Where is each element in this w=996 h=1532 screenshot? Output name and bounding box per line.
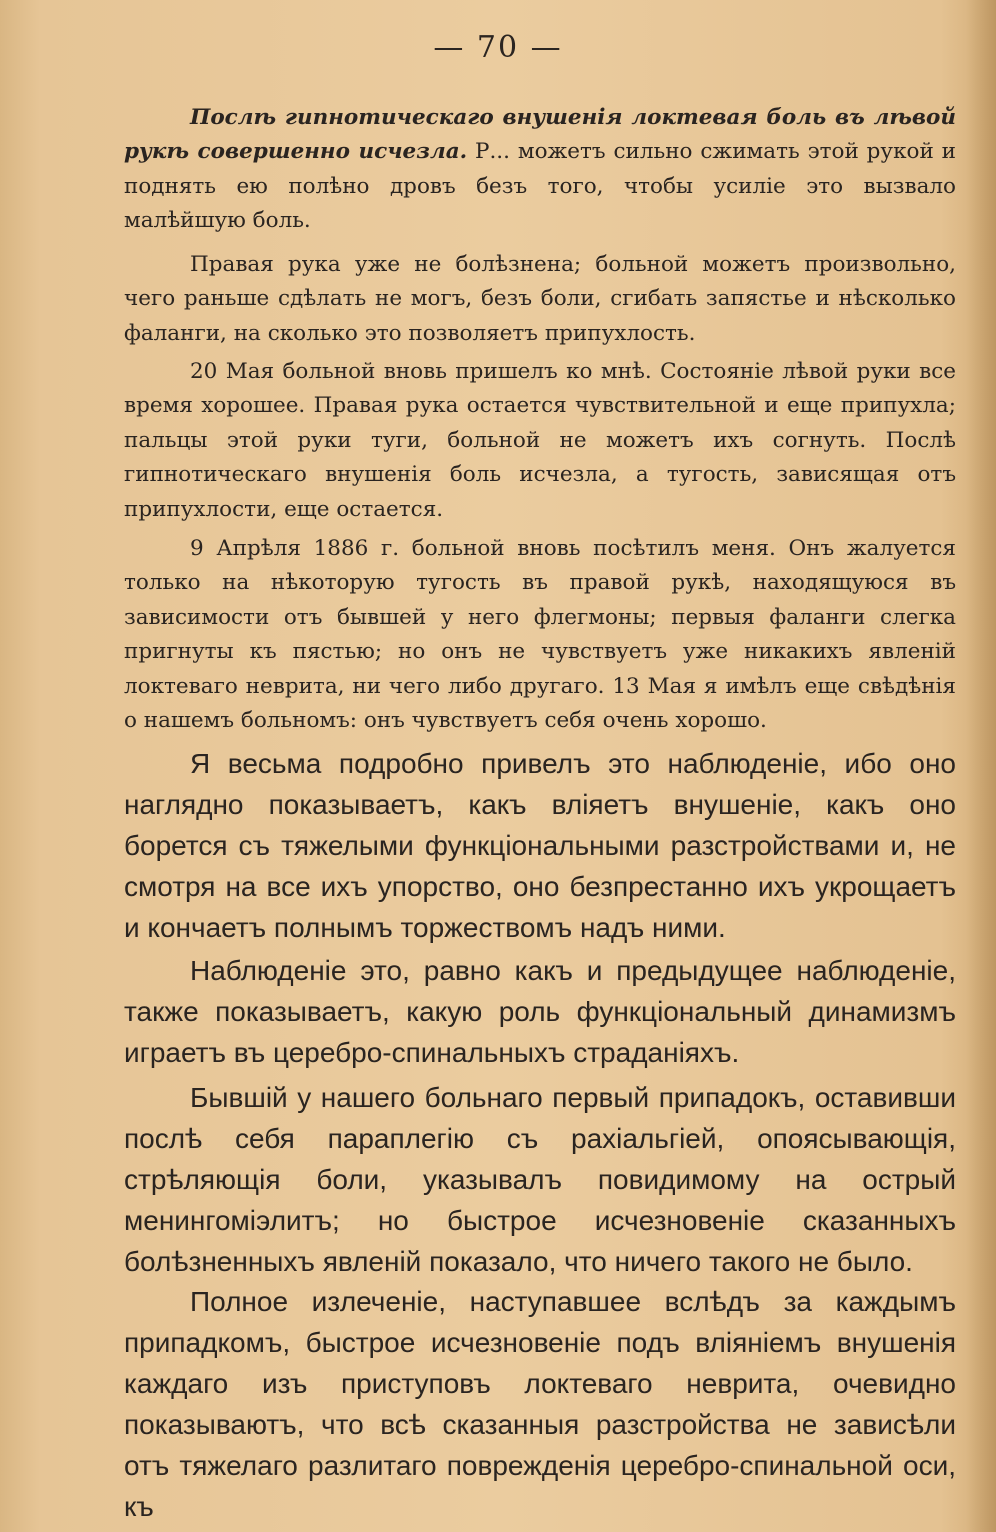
paragraph-text: Правая рука уже не болѣзнена; больной можетъ произвольно, чего раньше сдѣлать не могъ, безъ боли, сгибать запястье и нѣсколько фаланги, на сколько это позволяетъ припухлость. (124, 252, 956, 346)
paragraph-text: Бывшій у нашего больнаго первый припадокъ, оставивши послѣ себя параплегію съ рахіальгіей, опоясывающія, стрѣляющія боли, указывалъ повидимому на острый менингоміэлитъ; но быстрое исчезновеніе сказанныхъ болѣзненныхъ явленій показало, что ничего такого не было. (124, 1082, 956, 1277)
page-number: — 70 — (433, 30, 563, 65)
paragraph-2 (124, 248, 956, 351)
paragraph-text: 9 Апрѣля 1886 г. больной вновь посѣтилъ меня. Онъ жалуется только на нѣкоторую тугость въ правой рукѣ, находящуюся въ зависимости отъ бывшей у него флегмоны; первыя фаланги слегка пригнуты къ пястью; но онъ не чувствуетъ уже никакихъ явленій локтеваго неврита, ни чего либо другаго. 13 Мая я имѣлъ еще свѣдѣнія о нашемъ больномъ: онъ чувствуетъ себя очень хорошо. (124, 536, 956, 734)
paragraph-4 (124, 532, 956, 738)
paragraph-6 (124, 950, 956, 1073)
paragraph-7 (124, 1077, 956, 1282)
italic-lead: Послѣ гипнотическаго внушенія локтевая боль въ лѣвой рукѣ совершенно исчезла. (124, 105, 956, 165)
paragraph-text: Р... можетъ сильно сжимать этой рукой и поднять ею полѣно дровъ безъ того, чтобы усиліе это вызвало малѣйшую боль. (124, 139, 957, 234)
paragraph-3 (124, 355, 956, 527)
paragraph-text: Я весьма подробно привелъ это наблюденіе, ибо оно наглядно показываетъ, какъ вліяетъ внушеніе, какъ оно борется съ тяжелыми функціональными разстройствами и, не смотря на все ихъ упорство, оно безпрестанно ихъ укрощаетъ и кончаетъ полнымъ торжествомъ надъ ними. (124, 748, 956, 943)
paragraph-text: Полное излеченіе, наступавшее вслѣдъ за каждымъ припадкомъ, быстрое исчезновеніе подъ вліяніемъ внушенія каждаго изъ приступовъ локтеваго неврита, очевидно показываютъ, что всѣ сказанныя разстройства не зависѣли отъ тяжелаго разлитаго поврежденія церебро-спинальной оси, къ (124, 1286, 956, 1522)
paragraph-1 (124, 101, 956, 239)
paragraph-5 (124, 743, 956, 948)
paragraph-text: 20 Мая больной вновь пришелъ ко мнѣ. Состояніе лѣвой руки все время хорошее. Правая рука остается чувствительной и еще припухла; пальцы этой руки туги, больной не можетъ ихъ согнуть. Послѣ гипнотическаго внушенія боль исчезла, а тугость, зависящая отъ припухлости, еще остается. (124, 359, 956, 522)
paragraph-8 (124, 1281, 956, 1527)
paragraph-text: Наблюденіе это, равно какъ и предыдущее наблюденіе, также показываетъ, какую роль функціональный динамизмъ играетъ въ церебро-спинальныхъ страданіяхъ. (124, 955, 956, 1068)
page-edge-shadow (966, 0, 996, 1532)
